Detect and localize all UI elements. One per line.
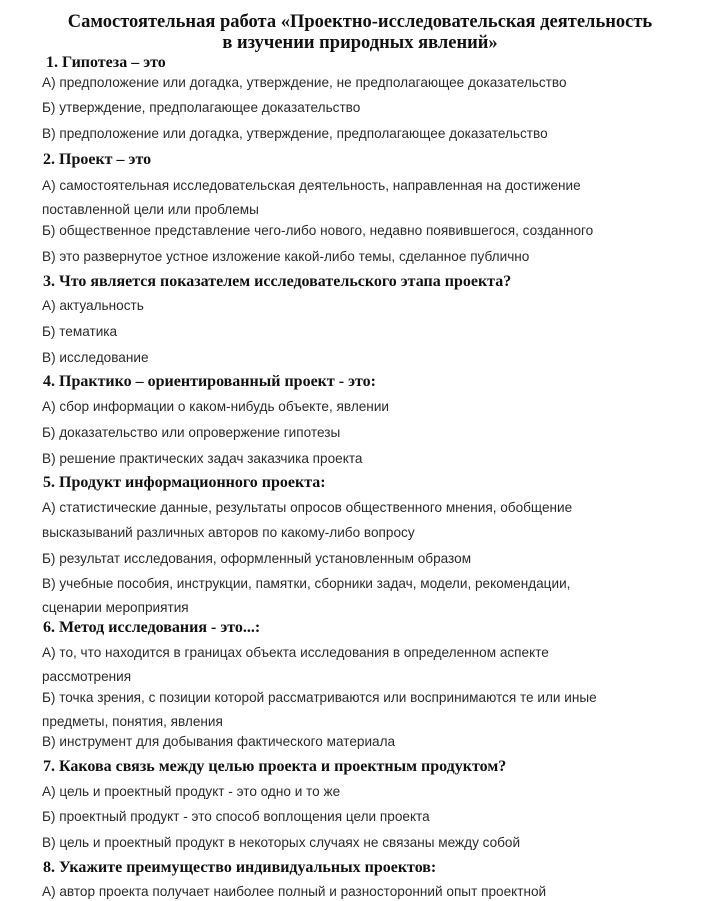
- answer-3a: А) актуальность: [42, 298, 144, 313]
- answer-1a: А) предположение или догадка, утверждение, не предполагающее доказательство: [42, 75, 567, 90]
- answer-5a: А) статистические данные, результаты опросов общественного мнения, обобщение: [42, 500, 573, 515]
- answer-8a: А) автор проекта получает наиболее полный и разносторонний опыт проектной: [42, 884, 547, 899]
- answer-2c: В) это развернутое устное изложение какой-либо темы, сделанное публично: [42, 249, 530, 264]
- answer-2a-continued: поставленной цели или проблемы: [42, 202, 259, 217]
- answer-6a-continued: рассмотрения: [42, 669, 132, 684]
- answer-1b: Б) утверждение, предполагающее доказательство: [42, 100, 361, 115]
- document-title-line-1: Самостоятельная работа «Проектно-исследовательская деятельность: [67, 12, 653, 32]
- answer-2b: Б) общественное представление чего-либо нового, недавно появившегося, созданного: [42, 223, 594, 238]
- question-2: 2. Проект – это: [43, 151, 152, 168]
- question-8: 8. Укажите преимущество индивидуальных проектов:: [43, 859, 437, 876]
- question-7: 7. Какова связь между целью проекта и проектным продуктом?: [43, 758, 507, 775]
- question-5: 5. Продукт информационного проекта:: [43, 474, 326, 491]
- answer-7b: Б) проектный продукт - это способ воплощения цели проекта: [42, 809, 430, 824]
- answer-4b: Б) доказательство или опровержение гипотезы: [42, 425, 341, 440]
- answer-2a: А) самостоятельная исследовательская деятельность, направленная на достижение: [42, 178, 581, 193]
- answer-6c: В) инструмент для добывания фактического материала: [42, 734, 396, 749]
- answer-3c: В) исследование: [42, 350, 149, 365]
- answer-6b: Б) точка зрения, с позиции которой рассматриваются или воспринимаются те или иные: [42, 690, 597, 705]
- answer-7a: А) цель и проектный продукт - это одно и то же: [42, 784, 341, 799]
- question-1: 1. Гипотеза – это: [46, 54, 166, 71]
- document-title-line-2: в изучении природных явлений»: [222, 33, 498, 53]
- answer-4a: А) сбор информации о каком-нибудь объекте, явлении: [42, 399, 390, 414]
- answer-5c: В) учебные пособия, инструкции, памятки, сборники задач, модели, рекомендации,: [42, 576, 571, 591]
- answer-4c: В) решение практических задач заказчика проекта: [42, 451, 363, 466]
- question-3: 3. Что является показателем исследовательского этапа проекта?: [43, 273, 512, 290]
- answer-1c: В) предположение или догадка, утверждение, предполагающее доказательство: [42, 126, 548, 141]
- answer-3b: Б) тематика: [42, 324, 118, 339]
- question-4: 4. Практико – ориентированный проект - это:: [43, 373, 376, 390]
- answer-5b: Б) результат исследования, оформленный установленным образом: [42, 551, 472, 566]
- answer-6a: А) то, что находится в границах объекта исследования в определенном аспекте: [42, 645, 549, 660]
- answer-7c: В) цель и проектный продукт в некоторых случаях не связаны между собой: [42, 835, 521, 850]
- answer-5a-continued: высказываний различных авторов по какому-либо вопросу: [42, 525, 415, 540]
- answer-6b-continued: предметы, понятия, явления: [42, 714, 223, 729]
- question-6: 6. Метод исследования - это...:: [43, 619, 261, 636]
- answer-5c-continued: сценарии мероприятия: [42, 600, 189, 615]
